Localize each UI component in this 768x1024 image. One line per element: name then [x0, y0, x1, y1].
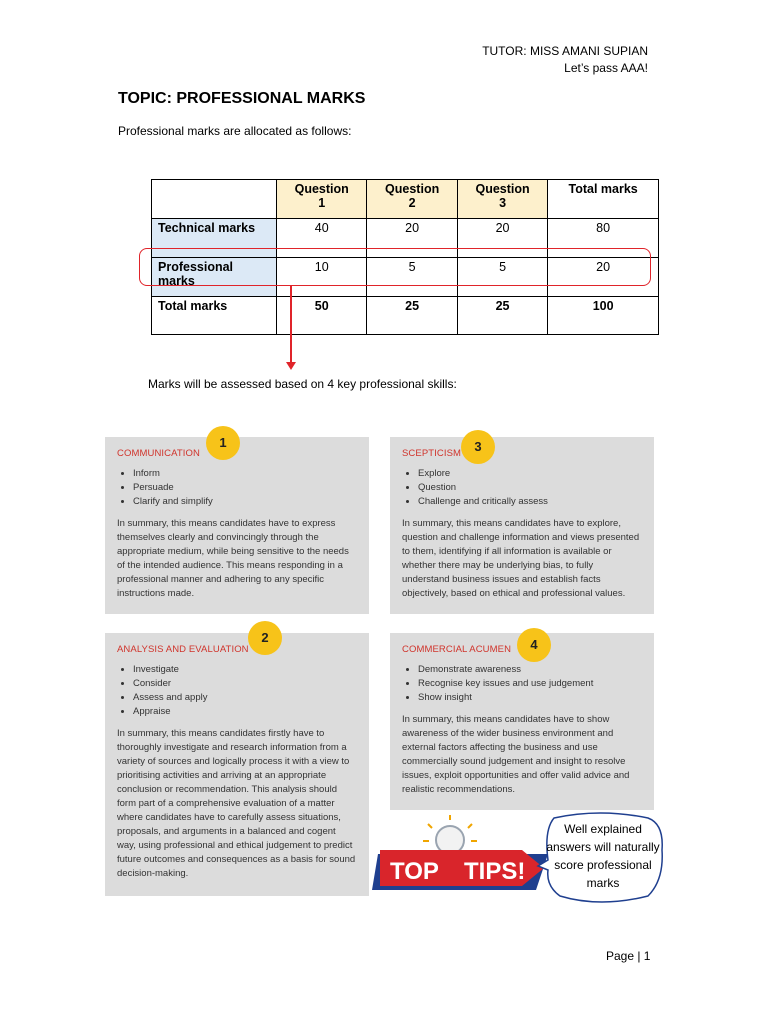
list-item: • Explore	[418, 467, 642, 481]
skill-bullets	[117, 467, 357, 509]
header-question-3: Question 3	[457, 180, 547, 219]
skill-card-commercial-acumen	[390, 633, 654, 810]
tutor-name: TUTOR: MISS AMANI SUPIAN	[482, 44, 648, 58]
skill-bullets	[402, 663, 642, 705]
cell-value: 100	[548, 297, 659, 335]
cell-value: 80	[548, 219, 659, 258]
skill-number-badge: 3	[461, 430, 495, 464]
list-item: • Inform	[133, 467, 357, 481]
skill-summary: In summary, this means candidates firstly have to thoroughly investigate and research information from a variety of sources and logically process it with a view to prioritising activities and arriving at an appropriate conclusion or recommendation. This analysis should form part of a comprehensive evaluation of a matter where candidates have to carefully assess situations, proposals, and arguments in a balanced and cogent way, using professional and ethical judgement to predict future outcomes and consequences as a basis for sound decision-making.	[117, 728, 356, 879]
list-item: • Recognise key issues and use judgement	[418, 677, 642, 691]
skill-title: COMMERCIAL ACUMEN	[402, 644, 512, 655]
top-word: TOP	[390, 858, 439, 885]
skill-title: COMMUNICATION	[117, 448, 200, 459]
list-item: • Show insight	[418, 691, 642, 705]
cell-value: 40	[277, 219, 367, 258]
list-item: • Consider	[133, 677, 357, 691]
cell-value: 50	[277, 297, 367, 335]
cell-value: 10	[277, 258, 367, 297]
header-total-marks: Total marks	[548, 180, 659, 219]
list-item: • Investigate	[133, 663, 357, 677]
skill-card-communication	[105, 437, 369, 614]
list-item: • Clarify and simplify	[133, 495, 357, 509]
skill-title: ANALYSIS AND EVALUATION	[117, 644, 249, 655]
skill-bullets	[117, 663, 357, 719]
list-item: • Challenge and critically assess	[418, 495, 642, 509]
list-item: • Question	[418, 481, 642, 495]
table-row	[152, 297, 659, 335]
cell-value: 25	[457, 297, 547, 335]
skill-title: SCEPTICISM	[402, 448, 462, 459]
cell-value: 20	[457, 219, 547, 258]
skill-bullets	[402, 467, 642, 509]
header-question-1: Question 1	[277, 180, 367, 219]
page-number: Page | 1	[606, 949, 651, 963]
list-item: • Persuade	[133, 481, 357, 495]
intro-text: Professional marks are allocated as follows:	[118, 124, 352, 138]
cell-value: 20	[367, 219, 457, 258]
skill-number-badge: 2	[248, 621, 282, 655]
list-item: • Assess and apply	[133, 691, 357, 705]
skill-summary: In summary, this means candidates have to show awareness of the wider business environment and external factors affecting the business and use commercially sound judgement and insight to resolve issues, exploit opportunities and offer valid advice and realistic recommendations.	[402, 714, 630, 795]
header-question-2: Question 2	[367, 180, 457, 219]
page-title: TOPIC: PROFESSIONAL MARKS	[118, 90, 366, 107]
cell-value: 5	[367, 258, 457, 297]
row-label: Professional marks	[152, 258, 277, 297]
arrow-line	[290, 285, 292, 365]
cell-value: 25	[367, 297, 457, 335]
slogan: Let’s pass AAA!	[564, 61, 648, 75]
assess-text: Marks will be assessed based on 4 key professional skills:	[148, 377, 457, 391]
callout-text: Well explained answers will naturally score professional marks	[546, 822, 660, 890]
tips-word: TIPS!	[464, 858, 526, 885]
skill-card-scepticism	[390, 437, 654, 614]
professional-marks-highlight	[139, 248, 651, 286]
arrow-down-icon	[286, 362, 296, 370]
skill-number-badge: 4	[517, 628, 551, 662]
table-corner-cell	[152, 180, 277, 219]
skill-summary: In summary, this means candidates have to explore, question and challenge information and views presented to them, identifying if all information is available or whether there may be underlying bias, to fully understand business issues and establish facts objectively, based on ethical and professional values.	[402, 518, 640, 599]
row-label: Technical marks	[152, 219, 277, 258]
skill-card-analysis	[105, 633, 369, 896]
list-item: • Demonstrate awareness	[418, 663, 642, 677]
table-header-row	[152, 180, 659, 219]
list-item: • Appraise	[133, 705, 357, 719]
skill-number-badge: 1	[206, 426, 240, 460]
cell-value: 20	[548, 258, 659, 297]
skill-summary: In summary, this means candidates have to express themselves clearly and convincingly through the appropriate medium, while being sensitive to the needs of the intended audience. This means responding in a professional manner and adhering to any specific instructions made.	[117, 518, 349, 599]
row-label: Total marks	[152, 297, 277, 335]
cell-value: 5	[457, 258, 547, 297]
